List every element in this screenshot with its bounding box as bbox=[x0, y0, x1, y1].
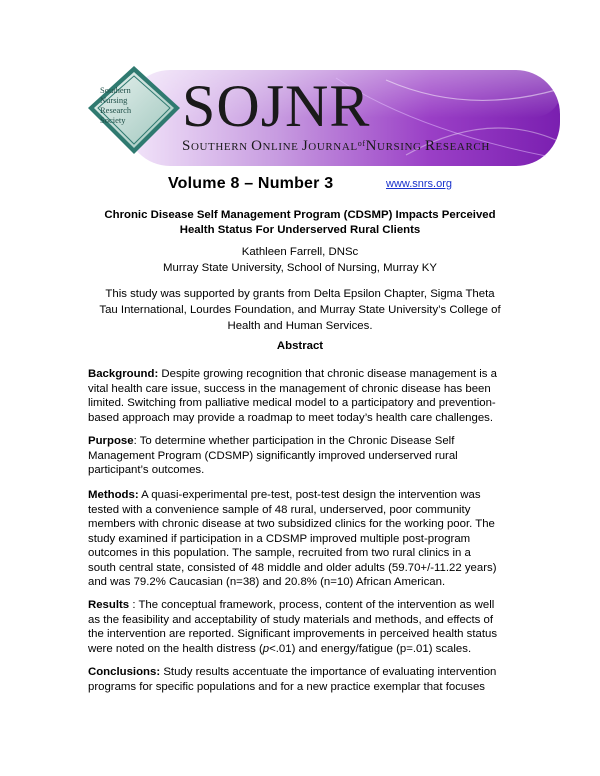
logo-line-4: Society bbox=[100, 115, 126, 125]
volume-number: Volume 8 – Number 3 bbox=[168, 175, 334, 192]
funding-statement: This study was supported by grants from Delta Epsilon Chapter, Sigma Theta Tau International, Lourdes Foundation, and Murray State University’s College of Health and Human Services. bbox=[99, 288, 501, 332]
article-title bbox=[80, 208, 520, 238]
abstract-background: Background: Despite growing recognition that chronic disease management is a vital health care issue, success in the management of chronic disease has been limited. Switching from palliative medical model to a participatory and prevention- based approach may provide a roadmap to meet today’s health care challenges. bbox=[88, 368, 497, 424]
section-label: Results bbox=[88, 599, 130, 611]
section-label: Background: bbox=[88, 368, 159, 380]
journal-abbrev: SOJNR bbox=[182, 73, 371, 139]
section-label: Conclusions: bbox=[88, 666, 161, 678]
journal-banner bbox=[86, 60, 562, 172]
title-line: Health Status For Underserved Rural Clients bbox=[179, 224, 421, 236]
logo-line-2: Nursing bbox=[100, 95, 128, 105]
abstract-results: Results : The conceptual framework, process, content of the intervention as well as the feasibility and acceptability of study materials and methods, and effects of the intervention are reported. Significant improvements in perceived health status were noted on the health distress (p<.01) and energy/fatigue (p=.01) scales. bbox=[88, 599, 498, 655]
journal-full-name: SOUTHERN ONLINE $JOURNAL^{of}NURSING$ RESEARCH bbox=[182, 138, 490, 154]
logo-line-3: Research bbox=[100, 105, 132, 115]
section-label: Purpose bbox=[88, 435, 134, 447]
author-name: Kathleen Farrell, DNSc bbox=[241, 246, 359, 258]
author-affiliation: Murray State University, School of Nursing, Murray KY bbox=[163, 262, 437, 274]
abstract-conclusions: Conclusions: Study results accentuate the importance of evaluating intervention programs for specific populations and for a new practice exemplar that focuses bbox=[88, 666, 497, 693]
journal-url-link[interactable]: www.snrs.org bbox=[386, 178, 453, 190]
section-label: Methods: bbox=[88, 489, 139, 501]
abstract-heading: Abstract bbox=[276, 340, 324, 352]
abstract-methods: Methods: A quasi-experimental pre-test, post-test design the intervention was tested with a convenience sample of 48 rural, underserved, poor community members with chronic disease at two subsidized clinics for the working poor. The study examined if participation in a CDSMP improved multiple post-program outcomes in this population. The sample, recruited from two rural clinics in a south central state, consisted of 48 middle and older adults (59.70+/-11.22 years) and was 79.2% Caucasian (n=38) and 20.8% (n=10) African American. bbox=[88, 489, 497, 588]
title-line: Chronic Disease Self Management Program (CDSMP) Impacts Perceived bbox=[104, 209, 496, 221]
author-block bbox=[80, 244, 520, 276]
abstract-purpose: Purpose: To determine whether participation in the Chronic Disease Self Management Program (CDSMP) significantly improved underserved rural participant’s outcomes. bbox=[88, 435, 458, 476]
logo-line-1: Southern bbox=[100, 85, 131, 95]
volume-line bbox=[0, 175, 600, 195]
